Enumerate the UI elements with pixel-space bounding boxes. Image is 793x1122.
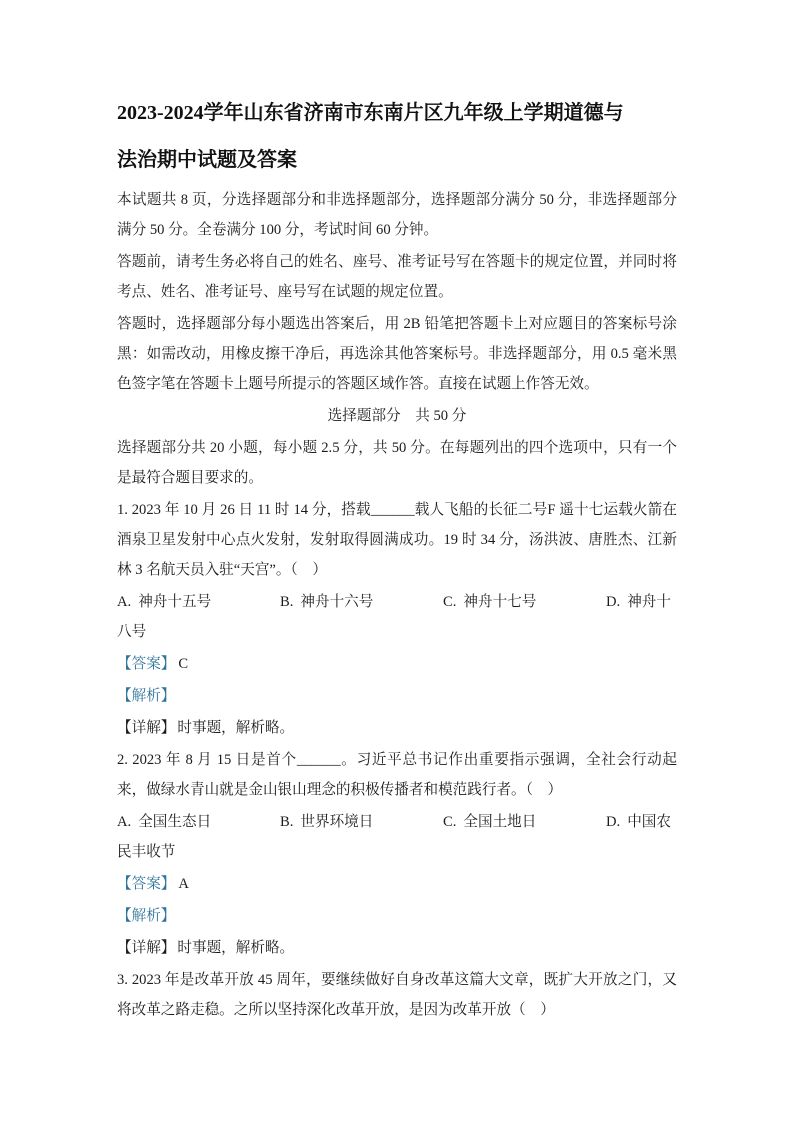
option-a	[117, 807, 280, 837]
document-content	[117, 0, 677, 1025]
option-label: A.	[117, 594, 132, 610]
option-label: A.	[117, 814, 132, 830]
answer-tag: 【答案】	[117, 876, 176, 892]
option-label: D.	[606, 594, 621, 610]
section-heading: 选择题部分 共 50 分	[327, 408, 467, 424]
option-a	[117, 587, 280, 617]
option-label: C.	[443, 814, 457, 830]
page-title	[117, 90, 677, 184]
detail-line	[117, 713, 677, 743]
analysis-tag: 【解析】	[117, 908, 176, 924]
detail-text: 时事题，解析略。	[177, 940, 295, 956]
option-text: 神舟十六号	[300, 594, 374, 610]
answer-value: C	[178, 656, 189, 672]
options-row	[117, 587, 677, 647]
detail-tag: 【详解】	[117, 940, 176, 956]
option-text: 中国农民丰收节	[117, 814, 671, 860]
option-b	[280, 807, 443, 837]
option-text: 世界环境日	[300, 814, 374, 830]
page-title-line-2: 法治期中试题及答案	[117, 149, 297, 171]
question-stem: 2. 2023 年 8 月 15 日是首个______。习近平总书记作出重要指示强调，全社会行动起来，做绿水青山就是金山银山理念的积极传播者和模范践行者。（ ）	[117, 752, 677, 798]
question-stem: 3. 2023 年是改革开放 45 周年，要继续做好自身改革这篇大文章，既扩大开放之门，又将改革之路走稳。之所以坚持深化改革开放，是因为改革开放（ ）	[117, 972, 677, 1018]
question-block-2	[117, 745, 677, 963]
option-c	[443, 807, 606, 837]
option-text: 神舟十七号	[463, 594, 537, 610]
question-stem: 1. 2023 年 10 月 26 日 11 时 14 分，搭载______载人飞船的长征二号F 遥十七运载火箭在酒泉卫星发射中心点火发射，发射取得圆满成功。19 时 34 分，汤洪波、唐胜杰、江新林 3 名航天员入驻“天宫”。（ ）	[117, 502, 677, 578]
analysis-line	[117, 901, 677, 931]
option-text: 全国生态日	[138, 814, 212, 830]
analysis-tag: 【解析】	[117, 688, 176, 704]
answer-value: A	[178, 876, 189, 892]
options-row	[117, 807, 677, 867]
detail-text: 时事题，解析略。	[177, 720, 295, 736]
answer-line	[117, 869, 677, 899]
option-text: 神舟十五号	[138, 594, 212, 610]
detail-tag: 【详解】	[117, 720, 176, 736]
option-text: 神舟十八号	[117, 594, 671, 640]
analysis-line	[117, 681, 677, 711]
option-text: 全国土地日	[463, 814, 537, 830]
option-b	[280, 587, 443, 617]
option-label: C.	[443, 594, 457, 610]
intro-paragraph-3: 答题时，选择题部分每小题选出答案后，用 2B 铅笔把答题卡上对应题目的答案标号涂黑：如需改动，用橡皮擦干净后，再选涂其他答案标号。非选择题部分，用 0.5 毫米黑色签字笔在答题卡上题号所提示的答题区域作答。直接在试题上作答无效。	[117, 316, 677, 392]
intro-paragraph-2: 答题前，请考生务必将自己的姓名、座号、准考证号写在答题卡的规定位置，并同时将考点、姓名、准考证号、座号写在试题的规定位置。	[117, 254, 677, 300]
detail-line	[117, 933, 677, 963]
answer-tag: 【答案】	[117, 656, 176, 672]
intro-paragraph-1: 本试题共 8 页，分选择题部分和非选择题部分，选择题部分满分 50 分，非选择题部分满分 50 分。全卷满分 100 分，考试时间 60 分钟。	[117, 192, 677, 238]
option-label: B.	[280, 814, 294, 830]
answer-line	[117, 649, 677, 679]
question-block-3	[117, 965, 677, 1025]
question-block-1	[117, 495, 677, 743]
page-title-line-1: 2023-2024学年山东省济南市东南片区九年级上学期道德与	[117, 102, 624, 124]
option-label: B.	[280, 594, 294, 610]
option-label: D.	[606, 814, 621, 830]
section-instructions: 选择题部分共 20 小题，每小题 2.5 分，共 50 分。在每题列出的四个选项中，只有一个是最符合题目要求的。	[117, 440, 677, 486]
option-c	[443, 587, 606, 617]
